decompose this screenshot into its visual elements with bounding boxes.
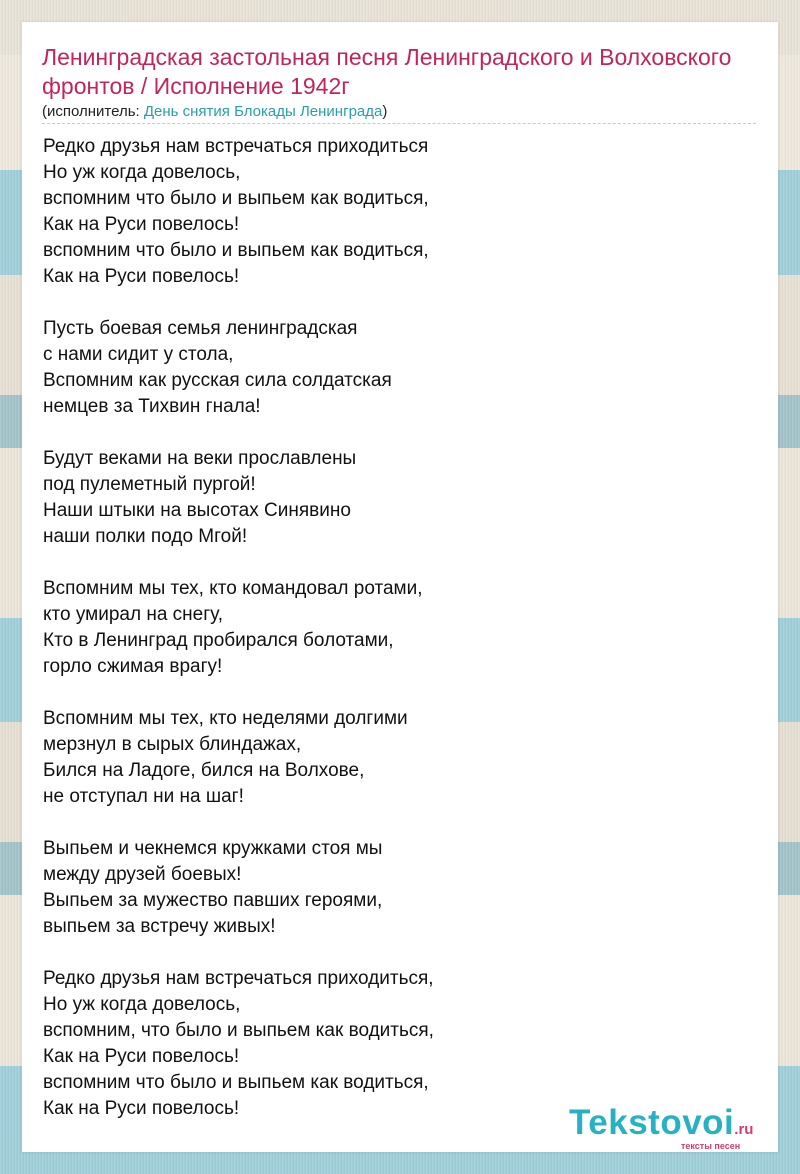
lyrics-stanza xyxy=(43,966,434,1122)
lyric-line: вспомним, что было и выпьем как водиться, xyxy=(43,1020,434,1041)
lyric-line: Редко друзья нам встречаться приходиться, xyxy=(43,968,434,989)
lyric-line: горло сжимая врагу! xyxy=(43,656,223,677)
lyric-line: с нами сидит у стола, xyxy=(43,344,234,365)
logo-wordmark xyxy=(569,1105,774,1148)
lyric-line: вспомним что было и выпьем как водиться, xyxy=(43,1072,429,1093)
lyric-line: немцев за Тихвин гнала! xyxy=(43,396,261,417)
lyrics-stanza xyxy=(43,576,434,680)
performer-suffix: ) xyxy=(382,103,388,120)
lyric-line: Будут веками на веки прославлены xyxy=(43,448,357,469)
lyric-line: вспомним что было и выпьем как водиться, xyxy=(43,188,429,209)
title-divider xyxy=(42,123,756,124)
lyric-line: Но уж когда довелось, xyxy=(43,994,241,1015)
performer-link[interactable]: День снятия Блокады Ленинграда xyxy=(143,103,383,120)
performer-line xyxy=(42,103,387,121)
lyric-line: Редко друзья нам встречаться приходиться xyxy=(43,136,429,157)
lyrics-stanza xyxy=(43,446,434,550)
lyric-line: Но уж когда довелось, xyxy=(43,162,241,183)
lyric-line: Пусть боевая семья ленинградская xyxy=(43,318,358,339)
lyric-line: Вспомним как русская сила солдатская xyxy=(43,370,392,391)
lyric-line: не отступал ни на шаг! xyxy=(43,786,244,807)
lyric-line: между друзей боевых! xyxy=(43,864,242,885)
lyrics-stanza xyxy=(43,316,434,420)
lyric-line: Кто в Ленинград пробирался болотами, xyxy=(43,630,394,651)
lyric-line: Как на Руси повелось! xyxy=(43,266,240,287)
logo-tagline: тексты песен xyxy=(681,1141,741,1151)
lyric-line: Как на Руси повелось! xyxy=(43,214,240,235)
lyrics-body xyxy=(43,134,434,1148)
lyric-line: Вспомним мы тех, кто командовал ротами, xyxy=(43,578,423,599)
song-title: Ленинградская застольная песня Ленинградского и Волховского фронтов / Исполнение 1942г xyxy=(42,44,732,99)
lyric-line: Выпьем за мужество павших героями, xyxy=(43,890,383,911)
lyric-line: мерзнул в сырых блиндажах, xyxy=(43,734,302,755)
performer-prefix: (исполнитель: xyxy=(42,103,144,120)
lyrics-stanza xyxy=(43,836,434,940)
lyrics-stanza xyxy=(43,706,434,810)
lyric-line: Бился на Ладоге, бился на Волхове, xyxy=(43,760,365,781)
lyric-line: кто умирал на снегу, xyxy=(43,604,224,625)
lyric-line: Как на Руси повелось! xyxy=(43,1046,240,1067)
lyric-line: выпьем за встречу живых! xyxy=(43,916,276,937)
lyric-line: Вспомним мы тех, кто неделями долгими xyxy=(43,708,408,729)
lyric-line: наши полки подо Мгой! xyxy=(43,526,248,547)
lyric-line: под пулеметный пургой! xyxy=(43,474,256,495)
song-card xyxy=(22,22,778,1152)
site-logo[interactable] xyxy=(569,1105,774,1149)
lyric-line: вспомним что было и выпьем как водиться, xyxy=(43,240,429,261)
lyric-line: Выпьем и чекнемся кружками стоя мы xyxy=(43,838,383,859)
lyrics-stanza xyxy=(43,134,434,290)
logo-tld: .ru xyxy=(734,1121,754,1138)
lyric-line: Наши штыки на высотах Синявино xyxy=(43,500,351,521)
logo-name: Tekstovoi xyxy=(569,1103,735,1142)
lyric-line: Как на Руси повелось! xyxy=(43,1098,240,1119)
